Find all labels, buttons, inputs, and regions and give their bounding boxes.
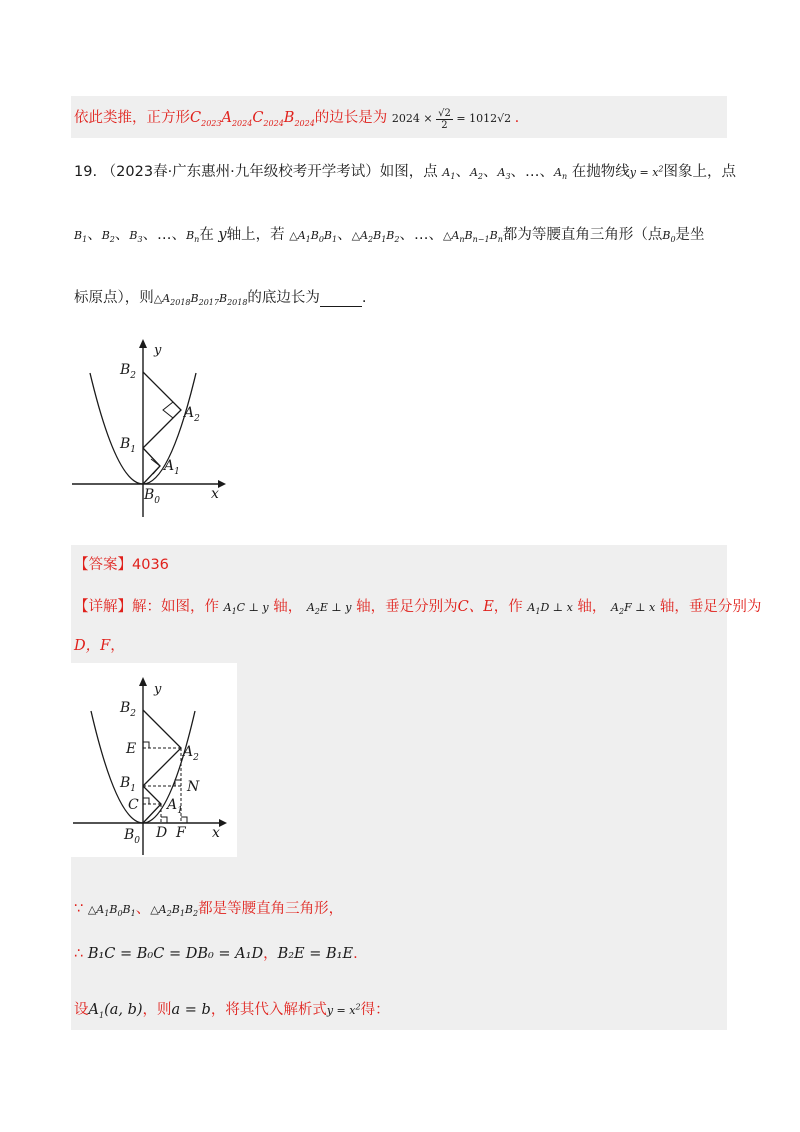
step-because: ∵ $\triangle A_1B_0B_1$、$\triangle A_2B_1B_2$都是等腰直角三角形， xyxy=(74,901,344,919)
right-angle-C xyxy=(143,798,149,804)
label-B0: $B_0$ xyxy=(124,827,141,846)
label-B2: $B_2$ xyxy=(120,362,137,381)
label-B1: $B_1$ xyxy=(120,775,137,794)
label-B1: $B_1$ xyxy=(120,436,137,455)
question-line-1: 19. （2023春·广东惠州·九年级校考开学考试）如图，点 $A_1$、$A_2$、$A_3$、…、$A_n$ 在抛物线$y = x^2$图象上，点 xyxy=(74,164,736,182)
explanation-line-2: D，F， xyxy=(74,638,125,654)
triangle-1 xyxy=(143,448,160,484)
label-E: E xyxy=(126,741,137,757)
step-let: 设$A_1(a$, b)，则a = b，将其代入解析式$y = x^2$得： xyxy=(74,1002,390,1020)
right-angle-E xyxy=(143,742,149,748)
question-line-2: $B_1$、$B_2$、$B_3$、…、$B_n$在 y轴上，若 $\triangle A_1B_0B_1$、$\triangle A_2B_1B_2$、…、$\triangle A_nB_{n-1}B_n$都为等腰直角三角形（点$B_0$是坐 xyxy=(74,227,705,245)
answer-blank xyxy=(320,292,362,307)
label-C: C xyxy=(128,797,139,813)
explanation-line-1: 【详解】解：如图，作 $A_1C$ ⊥ y 轴， $A_2E$ ⊥ y 轴，垂足分别为C、E，作 $A_1D$ ⊥ x 轴， $A_2F$ ⊥ x 轴，垂足分别为 xyxy=(74,599,762,617)
answer-value: 4036 xyxy=(132,557,169,573)
y-axis-arrow xyxy=(139,677,147,686)
triangle-2 xyxy=(143,372,181,448)
label-y: y xyxy=(154,343,162,358)
label-A1: $A_1$ xyxy=(167,797,183,816)
right-angle-2 xyxy=(163,402,173,418)
label-A1: $A_1$ xyxy=(164,458,180,477)
question-number: 19. xyxy=(74,164,98,180)
figure-1 xyxy=(68,335,238,520)
x-axis-arrow xyxy=(219,819,227,827)
question-line-3: 标原点），则$\triangle A_{2018}B_{2017}B_{2018}$的底边长为 . xyxy=(74,290,367,308)
label-D: D xyxy=(156,825,168,841)
answer-tag: 【答案】 xyxy=(74,557,132,573)
figure-2 xyxy=(71,665,237,857)
label-B2: $B_2$ xyxy=(120,700,137,719)
label-x: x xyxy=(211,486,219,502)
y-axis-arrow xyxy=(139,339,147,348)
label-x: x xyxy=(212,825,220,841)
right-angle-N xyxy=(175,780,181,786)
label-F: F xyxy=(176,825,186,841)
label-y: y xyxy=(154,682,162,697)
explanation-tag: 【详解】 xyxy=(74,599,132,615)
step-therefore: ∴ B₁C = B₀C = DB₀ = A₁D，B₂E = B₁E. xyxy=(74,946,358,962)
answer-line xyxy=(74,553,169,574)
right-angle-D xyxy=(161,817,167,823)
label-B0: $B_0$ xyxy=(144,487,161,506)
label-A2: $A_2$ xyxy=(183,744,199,763)
prev-conclusion: 依此类推，正方形$C_{2023}A_{2024}C_{2024}B_{2024}$的边长是为 2024 × $\frac{√2}{2}$ = 1012√2 . xyxy=(74,107,520,131)
right-angle-F xyxy=(181,817,187,823)
x-axis-arrow xyxy=(218,480,226,488)
label-A2: $A_2$ xyxy=(184,405,200,424)
label-N: N xyxy=(187,779,200,795)
